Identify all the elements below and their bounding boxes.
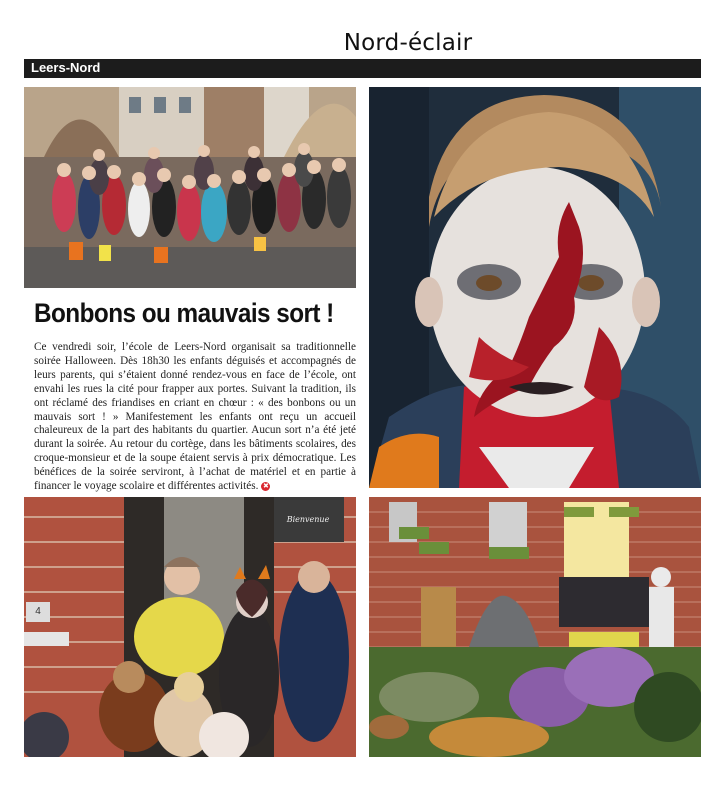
door-sign [276, 507, 340, 533]
photo-group-children [24, 87, 356, 288]
publication-name: Nord-éclair [343, 30, 473, 56]
house-number: 4 [35, 606, 41, 617]
section-label: Leers-Nord [31, 60, 101, 75]
article-headline: Bonbons ou mauvais sort ! [34, 298, 334, 328]
article-body-text: Ce vendredi soir, l’école de Leers-Nord organisait sa traditionnelle soirée Halloween. Dès 18h30 les enfants déguisés et accompagnés de leurs parents, qui s’étaient donné rendez-vous en face de l’école, ont envahi les rues la cité pour frapper aux portes. Suivant la tradition, ils ont réclamé des friandises en criant en chœur : « des bonbons ou un mauvais sort ! » Manifestement les enfants ont reçu un accueil chaleureux de la part des habitants du quartier. Aucun sort n’a été jeté durant la soirée. Au retour du cortège, dans les bâtiments scolaires, des croque-monsieur et de la soupe étaient servis à prix démocratique. Les bénéfices de la soirée serviront, à l’achat de matériel et en partie à financer le voyage scolaire et différentes activités. [34, 341, 356, 493]
house-number-plate [28, 603, 48, 621]
photo-zombie-boy [369, 87, 701, 488]
door-sign-text: Bienvenue [286, 515, 330, 524]
photo-decorated-house [369, 497, 701, 757]
article-body [34, 341, 356, 494]
masthead [0, 30, 716, 56]
section-bar [24, 59, 701, 78]
photo-door-candy [24, 497, 356, 757]
end-of-article-icon: ✖ [262, 481, 269, 490]
